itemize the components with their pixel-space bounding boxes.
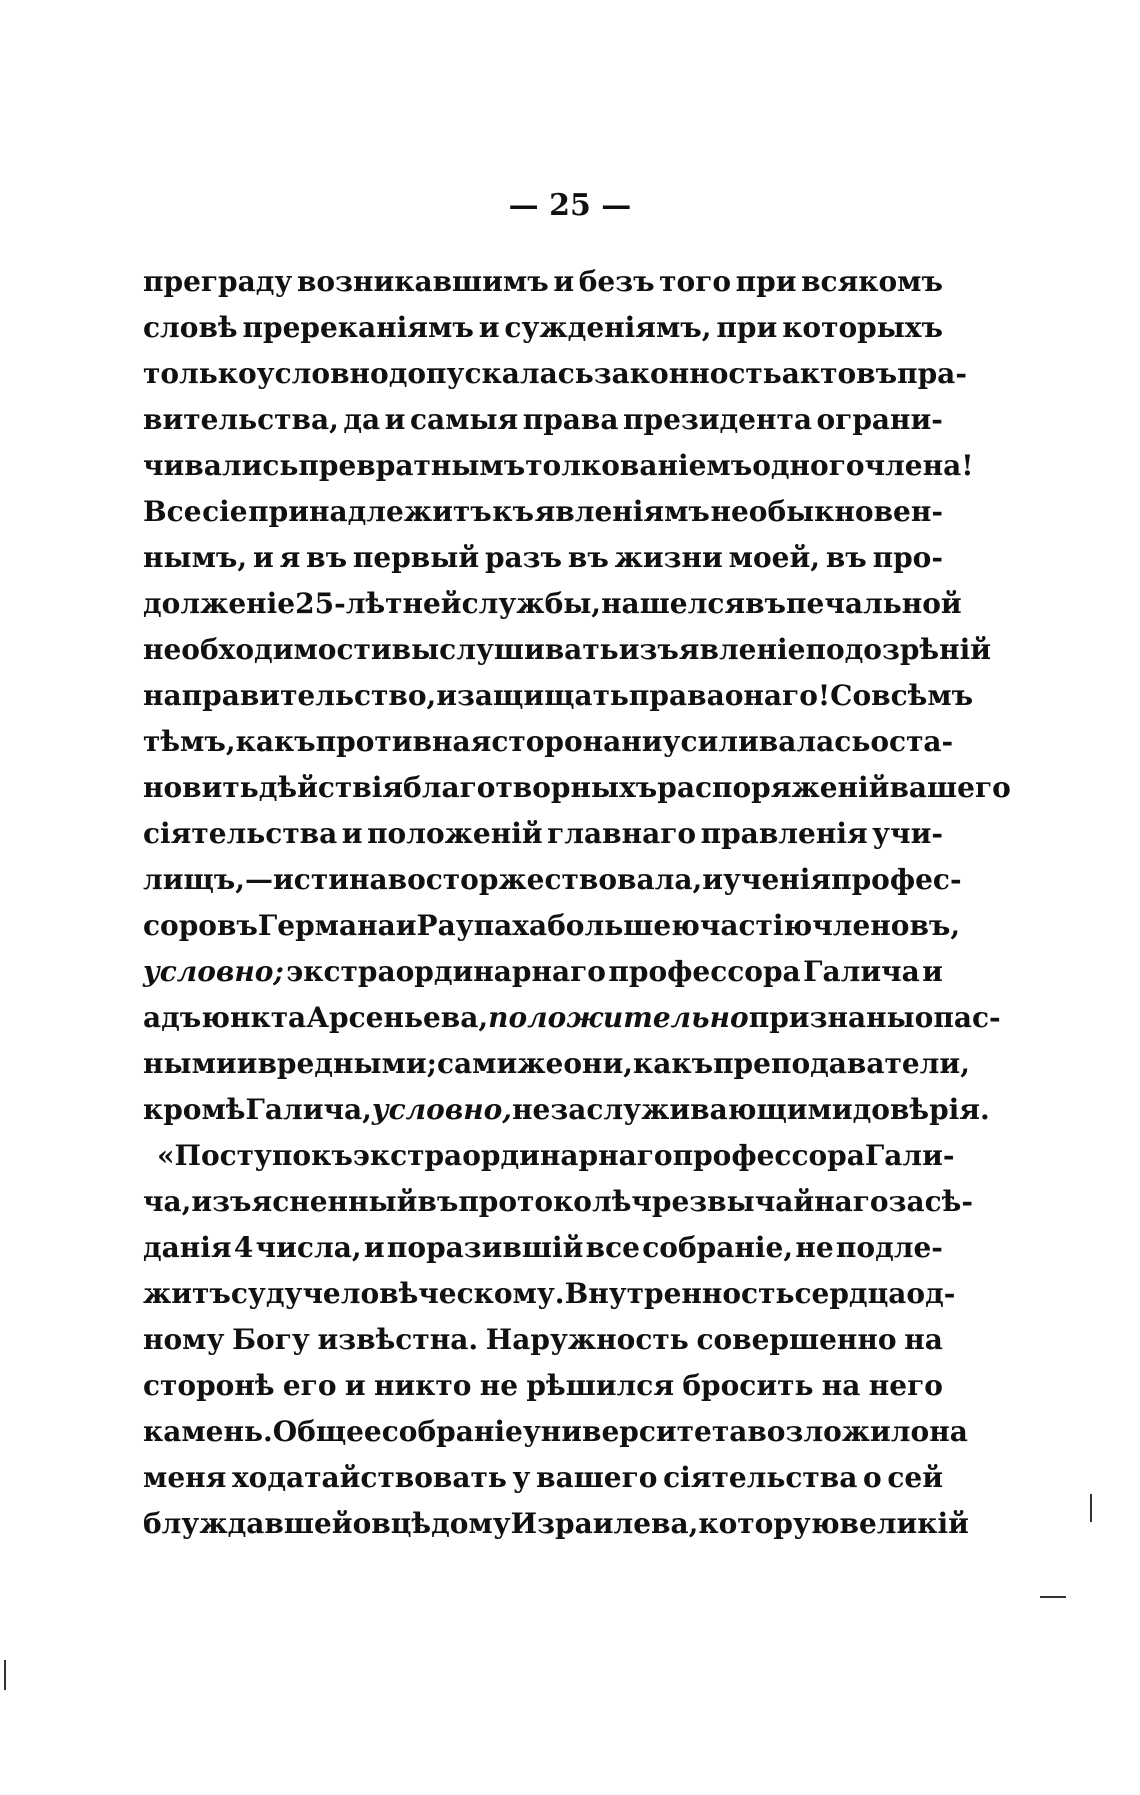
word: и	[922, 955, 943, 988]
word: распоряженій	[657, 771, 890, 804]
word: правленія	[700, 817, 868, 850]
word: сіятельства	[663, 1461, 858, 1494]
word: при	[716, 311, 778, 344]
text-line	[143, 857, 962, 903]
word: всѣмъ	[871, 679, 974, 712]
text-line	[143, 535, 943, 581]
word: допускалась	[388, 357, 594, 390]
word: сіятельства	[143, 817, 338, 850]
word: ча,	[143, 1185, 192, 1218]
body-text	[143, 259, 1011, 1547]
word: законность	[593, 357, 782, 390]
word: актовъ	[781, 357, 898, 390]
text-line	[143, 903, 961, 949]
word: него	[868, 1369, 943, 1402]
word: президента	[623, 403, 812, 436]
word: изъявленіе	[618, 633, 806, 666]
word: Общее	[272, 1415, 382, 1448]
word: не	[795, 1231, 834, 1264]
word: экстраординарнаго	[286, 955, 606, 988]
word: въ	[417, 1185, 459, 1218]
word: никто	[373, 1369, 472, 1402]
word: человѣческому.	[302, 1277, 565, 1310]
word: 4	[233, 1231, 254, 1264]
word: превратнымъ	[298, 449, 526, 482]
word: только	[143, 357, 257, 390]
word: о	[863, 1461, 882, 1494]
word: возложило	[747, 1415, 930, 1448]
word: ученія	[723, 863, 832, 896]
word: ному	[143, 1323, 225, 1356]
word: и	[341, 817, 363, 850]
word: восторжествовала,	[387, 863, 703, 896]
word: права	[522, 403, 619, 436]
word: чрезвычайнаго	[631, 1185, 889, 1218]
word: камень.	[143, 1415, 273, 1448]
word: дому	[431, 1507, 511, 1540]
word: сіе	[202, 495, 248, 528]
word: оста-	[870, 725, 954, 758]
word: все	[585, 1231, 640, 1264]
word: Наружность	[485, 1323, 689, 1356]
word: частію	[699, 909, 813, 942]
word: главнаго	[547, 817, 697, 850]
word: засѣ-	[888, 1185, 973, 1218]
word: не	[479, 1369, 519, 1402]
word: университета	[522, 1415, 748, 1448]
word: первый	[352, 541, 480, 574]
word: соровъ	[143, 909, 258, 942]
word: Израилева,	[510, 1507, 699, 1540]
word: на	[821, 1369, 861, 1402]
word: рѣшился	[526, 1369, 675, 1402]
word: словѣ	[143, 311, 238, 344]
word: большею	[547, 909, 700, 942]
word: ходатайствовать	[231, 1461, 507, 1494]
word: Все	[143, 495, 202, 528]
word: условно;	[143, 955, 284, 988]
text-line	[143, 1363, 943, 1409]
word: собраніе,	[642, 1231, 794, 1264]
word: членовъ,	[812, 909, 961, 942]
word: сердца	[794, 1277, 907, 1310]
word: Раупаха	[416, 909, 548, 942]
word: бросить	[682, 1369, 814, 1402]
text-line	[143, 811, 943, 857]
word: пра-	[897, 357, 967, 390]
word: сами	[436, 1047, 518, 1080]
word: преподаватели,	[713, 1047, 970, 1080]
word: опас-	[914, 1001, 1001, 1034]
word: совершенно	[696, 1323, 897, 1356]
word: условно,	[371, 1093, 513, 1126]
word: того	[659, 265, 732, 298]
text-line	[143, 1133, 955, 1179]
word: необходимости	[143, 633, 392, 666]
word: на	[904, 1323, 943, 1356]
word: и	[384, 403, 406, 436]
word: печальной	[786, 587, 962, 620]
word: правительство,	[181, 679, 437, 712]
word: члена!	[864, 449, 974, 482]
word: Со	[830, 679, 872, 712]
text-line	[143, 949, 943, 995]
word: извѣстна.	[317, 1323, 479, 1356]
word: ными	[143, 1047, 237, 1080]
word: и	[363, 1231, 385, 1264]
word: у	[512, 1461, 531, 1494]
text-line	[143, 627, 991, 673]
word: тѣмъ,	[143, 725, 236, 758]
word: сторонѣ	[143, 1369, 275, 1402]
word: нымъ,	[143, 541, 248, 574]
text-line	[143, 1087, 990, 1133]
text-line	[143, 1179, 973, 1225]
word: житъ	[143, 1277, 231, 1310]
word: его	[282, 1369, 337, 1402]
text-line	[143, 995, 1001, 1041]
text-line	[143, 1271, 956, 1317]
word: подле-	[835, 1231, 943, 1264]
text-line	[143, 1317, 943, 1363]
word: вашего	[536, 1461, 658, 1494]
word: данія	[143, 1231, 232, 1264]
word: подозрѣній	[805, 633, 991, 666]
word: разъ	[484, 541, 563, 574]
word: необыкновен-	[710, 495, 943, 528]
text-line	[143, 673, 974, 719]
word: овцѣ	[352, 1507, 432, 1540]
word: блуждавшей	[143, 1507, 353, 1540]
word: на	[143, 679, 182, 712]
text-line	[143, 1041, 970, 1087]
word: усиливалась	[662, 725, 871, 758]
word: и	[252, 541, 274, 574]
word: и	[395, 909, 417, 942]
word: сужденіямъ,	[504, 311, 712, 344]
word: профессора	[672, 1139, 865, 1172]
word: на	[929, 1415, 968, 1448]
word: къ	[492, 495, 534, 528]
word: числа,	[255, 1231, 362, 1264]
word: собраніе	[381, 1415, 523, 1448]
text-line	[143, 259, 943, 305]
word: какъ	[633, 1047, 714, 1080]
text-line	[143, 1225, 943, 1271]
word: Арсеньева,	[306, 1001, 489, 1034]
text-line	[143, 397, 943, 443]
word: сторона	[491, 725, 622, 758]
word: которую	[698, 1507, 840, 1540]
word: дѣйствія	[258, 771, 404, 804]
word: адъюнкта	[143, 1001, 307, 1034]
word: принадлежитъ	[248, 495, 492, 528]
word: лищъ,—истина	[143, 863, 388, 896]
word: про-	[872, 541, 943, 574]
word: и	[478, 311, 500, 344]
word: вительства,	[143, 403, 339, 436]
word: которыхъ	[782, 311, 943, 344]
word: явленіямъ	[534, 495, 710, 528]
word: и	[553, 265, 575, 298]
word: благотворныхъ	[403, 771, 658, 804]
word: права	[628, 679, 725, 712]
word: поразившій	[386, 1231, 584, 1264]
word: великій	[839, 1507, 969, 1540]
word: учи-	[872, 817, 943, 850]
word: Гали-	[864, 1139, 955, 1172]
word: онаго!	[724, 679, 831, 712]
word: моей,	[728, 541, 820, 574]
word: защищать	[457, 679, 629, 712]
word: толкованіемъ	[525, 449, 753, 482]
word: въ	[745, 587, 787, 620]
word: положеній	[367, 817, 543, 850]
word: чивались	[143, 449, 299, 482]
word: вредными;	[257, 1047, 437, 1080]
word: и	[702, 863, 724, 896]
word: преграду	[143, 265, 293, 298]
word: признаны	[748, 1001, 915, 1034]
word: я	[279, 541, 301, 574]
word: же	[517, 1047, 564, 1080]
word: профессора	[608, 955, 801, 988]
word: кромѣ	[143, 1093, 246, 1126]
word: положительно	[488, 1001, 749, 1034]
text-line	[143, 765, 1011, 811]
word: въ	[306, 541, 348, 574]
word: въ	[825, 541, 867, 574]
word: самыя	[409, 403, 519, 436]
word: всякомъ	[801, 265, 943, 298]
word: да	[343, 403, 381, 436]
word: Богу	[232, 1323, 310, 1356]
word: ни	[621, 725, 663, 758]
word: Внутренность	[564, 1277, 795, 1310]
word: «Поступокъ	[157, 1139, 353, 1172]
text-line	[143, 1455, 943, 1501]
word: долженіе	[143, 587, 296, 620]
word: и	[436, 679, 458, 712]
scan-mark	[1040, 1596, 1066, 1598]
text-line	[143, 1501, 969, 1547]
text-line	[143, 581, 962, 627]
text-line	[143, 719, 954, 765]
word: Галича,	[245, 1093, 372, 1126]
word: въ	[567, 541, 609, 574]
word: нашелся	[601, 587, 746, 620]
page-number: — 25 —	[508, 188, 632, 223]
word: какъ	[235, 725, 316, 758]
word: условно	[256, 357, 389, 390]
text-line	[143, 305, 943, 351]
word: меня	[143, 1461, 227, 1494]
word: и	[236, 1047, 258, 1080]
word: довѣрія.	[852, 1093, 990, 1126]
word: и	[344, 1369, 366, 1402]
word: ограни-	[816, 403, 943, 436]
word: вашего	[889, 771, 1011, 804]
word: одного	[752, 449, 865, 482]
text-line	[143, 351, 967, 397]
word: незаслуживающими	[512, 1093, 853, 1126]
word: суду	[230, 1277, 303, 1310]
word: сей	[887, 1461, 943, 1494]
word: экстраординарнаго	[352, 1139, 673, 1172]
word: Галича	[803, 955, 920, 988]
word: пререканіямъ	[242, 311, 474, 344]
word: од-	[906, 1277, 956, 1310]
word: службы,	[461, 587, 602, 620]
word: выслушивать	[391, 633, 619, 666]
word: протоколѣ	[458, 1185, 632, 1218]
word: новить	[143, 771, 259, 804]
word: возникавшимъ	[296, 265, 549, 298]
word: Германа	[257, 909, 396, 942]
scan-mark	[1090, 1494, 1092, 1522]
scan-mark	[4, 1660, 6, 1690]
word: при	[735, 265, 797, 298]
text-line	[143, 443, 974, 489]
word: жизни	[614, 541, 723, 574]
text-line	[143, 1409, 968, 1455]
word: профес-	[831, 863, 962, 896]
text-line	[143, 489, 943, 535]
word: изъясненный	[191, 1185, 418, 1218]
word: безъ	[578, 265, 655, 298]
word: они,	[563, 1047, 633, 1080]
word: противная	[315, 725, 492, 758]
word: 25-лѣтней	[295, 587, 462, 620]
